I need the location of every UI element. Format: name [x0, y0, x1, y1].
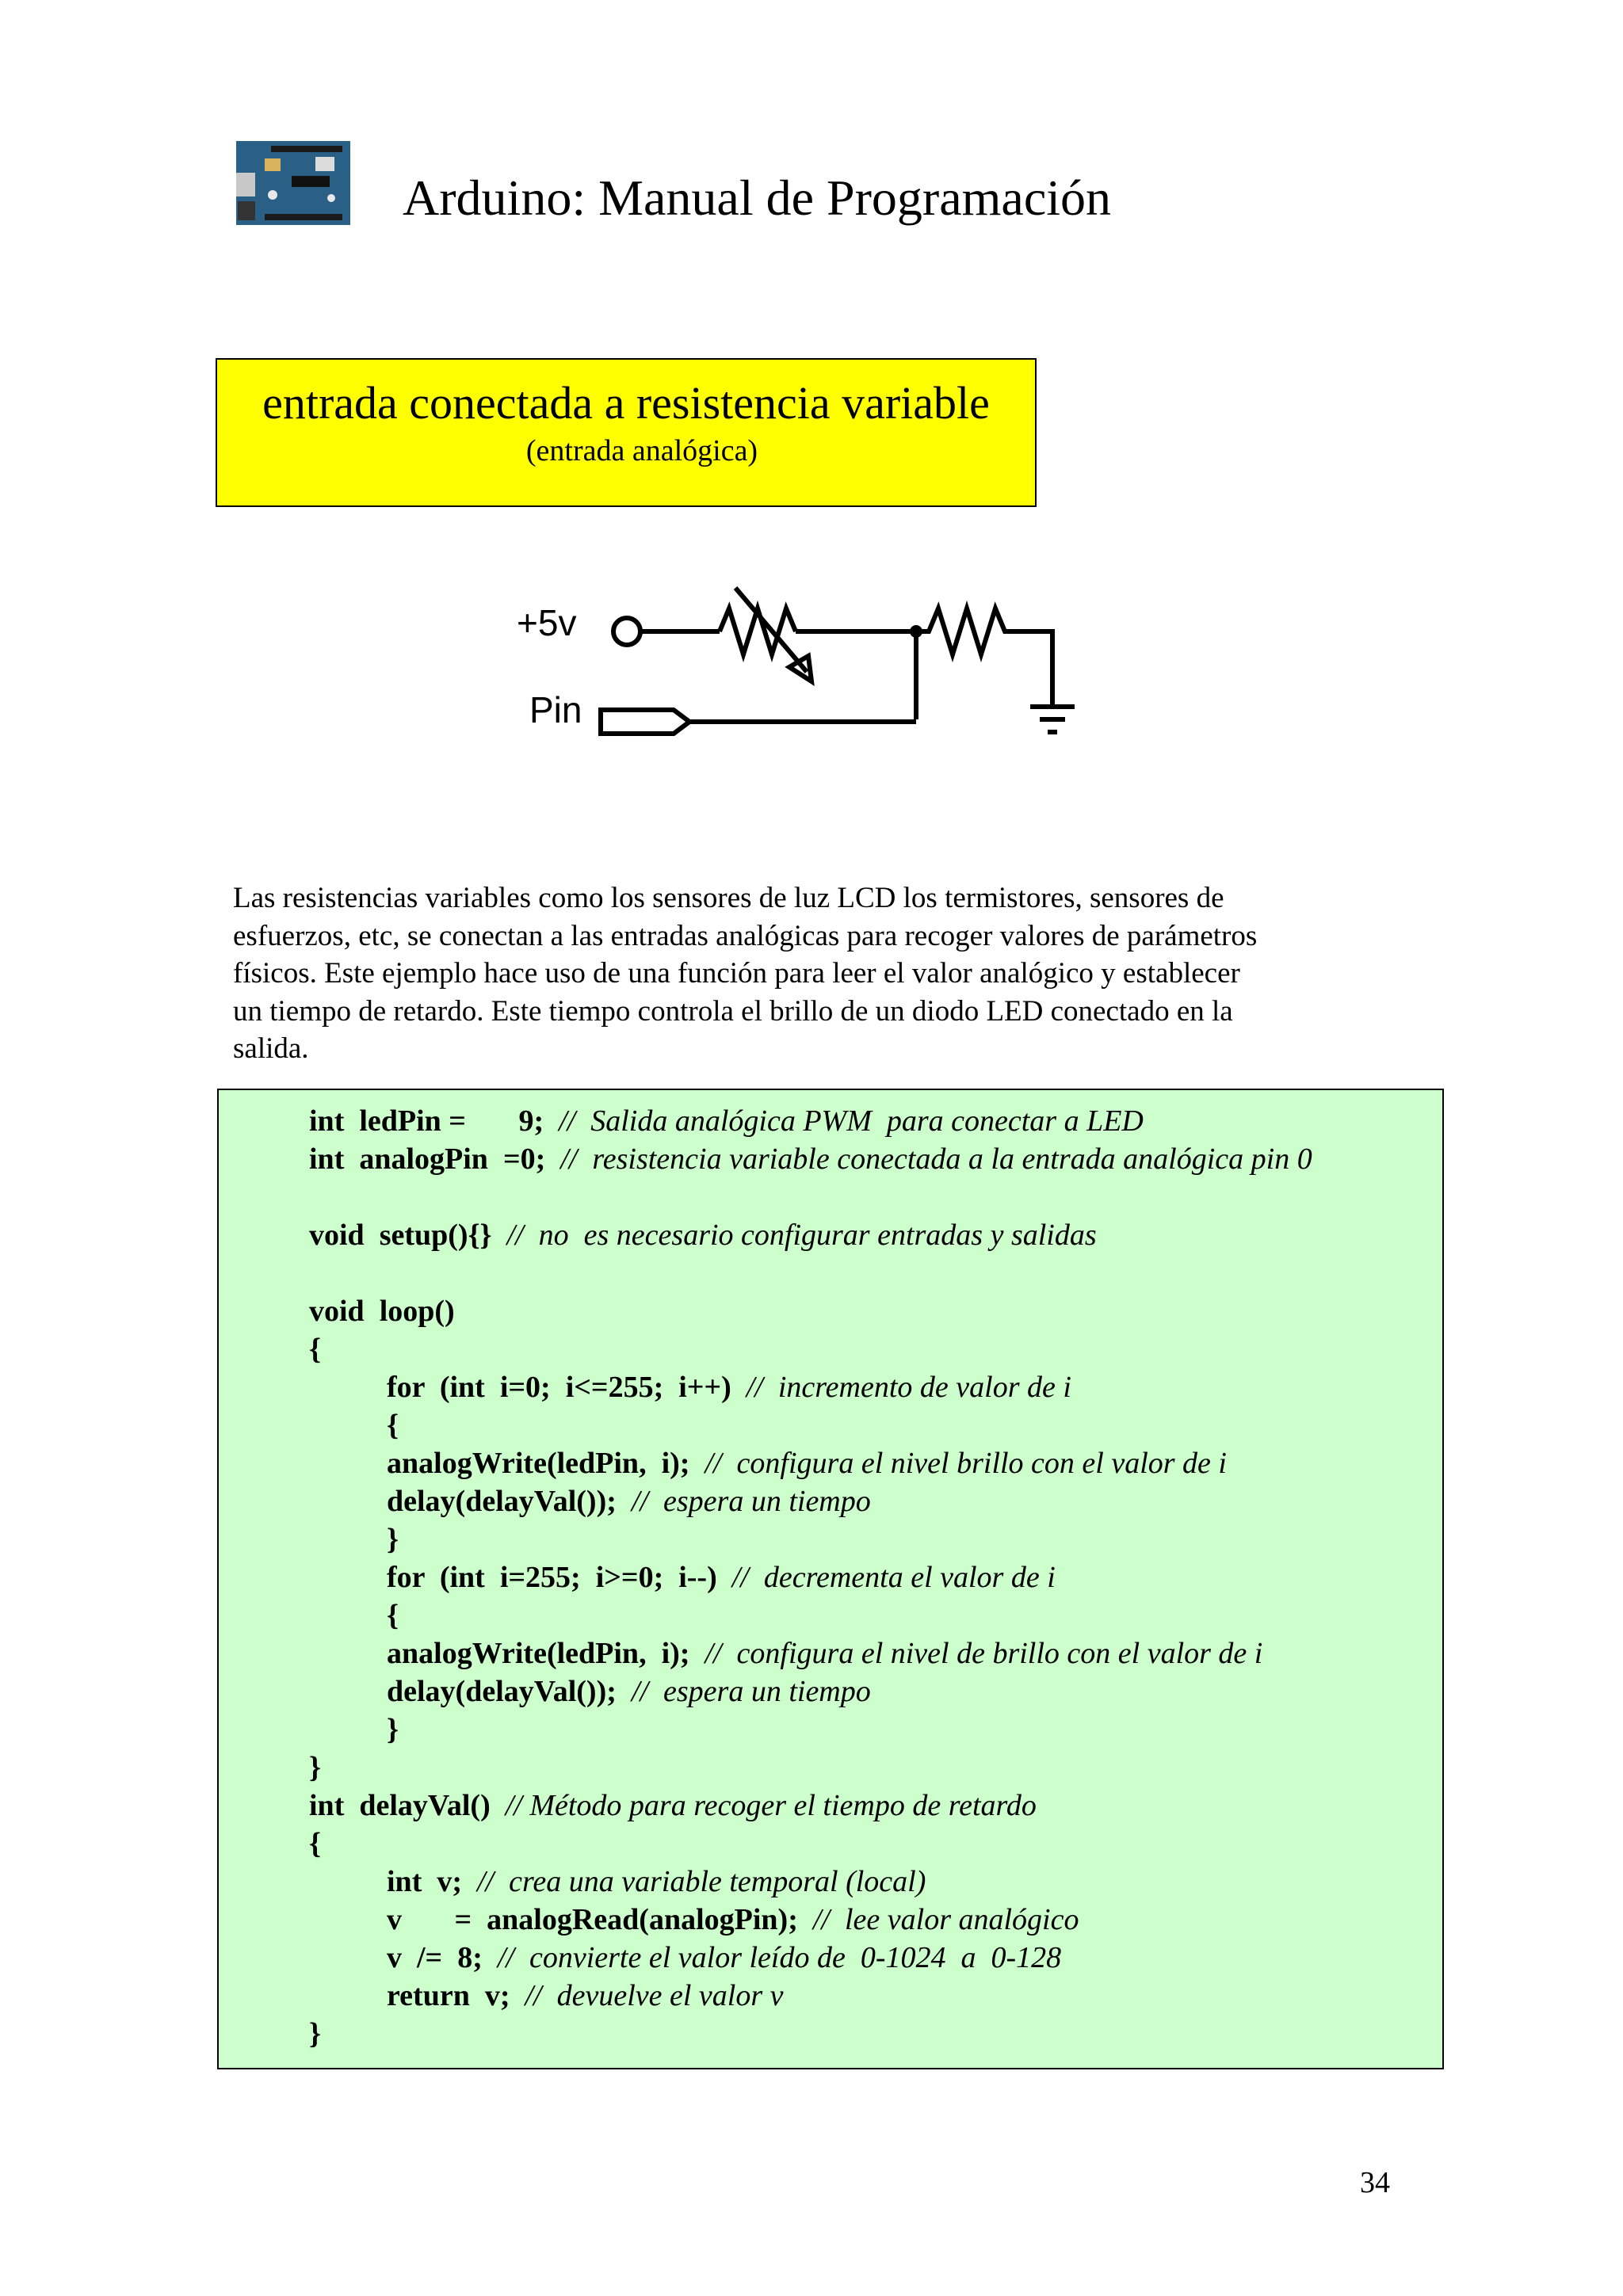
code-statement: for (int i=255; i>=0; i--)	[387, 1561, 717, 1594]
code-line	[387, 1524, 399, 1554]
junction-dot	[910, 625, 922, 638]
code-comment: // decrementa el valor de i	[731, 1561, 1056, 1594]
code-comment: // espera un tiempo	[631, 1675, 871, 1708]
code-line	[309, 1791, 1037, 1821]
wiper-arrow-head	[789, 656, 812, 681]
code-statement: analogWrite(ledPin, i);	[387, 1447, 690, 1480]
code-comment: // crea una variable temporal (local)	[477, 1865, 926, 1898]
intro-paragraph	[233, 879, 1422, 1068]
arduino-board-icon	[236, 141, 350, 225]
section-subtitle: (entrada analógica)	[525, 434, 758, 467]
code-statement: void loop()	[309, 1295, 455, 1328]
code-statement: delay(delayVal());	[387, 1675, 617, 1708]
intro-line: físicos. Este ejemplo hace uso de una función para leer el valor analógico y establecer	[233, 957, 1240, 990]
code-statement: int delayVal()	[309, 1789, 491, 1822]
pin-label: Pin	[529, 689, 582, 730]
code-line	[387, 1562, 1056, 1592]
code-statement: delay(delayVal());	[387, 1485, 617, 1518]
intro-line: esfuerzos, etc, se conectan a las entradas analógicas para recoger valores de parámetros	[233, 919, 1258, 952]
code-statement: {	[387, 1409, 399, 1442]
pin-terminal	[601, 710, 689, 734]
intro-line: Las resistencias variables como los sensores de luz LCD los termistores, sensores de	[233, 882, 1224, 914]
code-comment: // configura el nivel de brillo con el valor de i	[705, 1637, 1263, 1670]
code-statement: {	[309, 1333, 321, 1366]
code-line	[387, 1410, 399, 1440]
code-comment: // lee valor analógico	[812, 1903, 1079, 1936]
supply-label: +5v	[517, 602, 577, 643]
code-statement: }	[309, 1751, 321, 1784]
code-statement: return v;	[387, 1979, 510, 2012]
intro-line: salida.	[233, 1032, 309, 1065]
code-line	[309, 1220, 1097, 1250]
code-comment: // Salida analógica PWM para conectar a LED	[559, 1104, 1144, 1138]
code-statement: void setup(){}	[309, 1219, 492, 1252]
code-statement: }	[309, 2017, 321, 2050]
code-statement: }	[387, 1523, 399, 1556]
code-line	[387, 1638, 1262, 1669]
code-comment: // incremento de valor de i	[746, 1371, 1071, 1404]
code-comment: // espera un tiempo	[631, 1485, 871, 1518]
code-line	[387, 1943, 1061, 1973]
code-line	[309, 1296, 455, 1326]
ground-symbol	[1030, 707, 1075, 732]
code-comment: // Método para recoger el tiempo de retardo	[505, 1789, 1037, 1822]
middle-wire	[796, 631, 916, 719]
code-statement: {	[309, 1827, 321, 1860]
code-line	[309, 2019, 321, 2049]
code-line	[387, 1676, 871, 1707]
code-comment: // devuelve el valor v	[525, 1979, 784, 2012]
code-line	[387, 1714, 399, 1745]
section-title-box	[216, 358, 1037, 507]
code-statement: int ledPin = 9;	[309, 1104, 544, 1138]
code-comment: // resistencia variable conectada a la entrada analógica pin 0	[560, 1142, 1312, 1176]
code-line	[387, 1486, 871, 1516]
code-statement: int analogPin =0;	[309, 1142, 546, 1176]
supply-terminal	[613, 618, 640, 645]
code-line	[309, 1334, 321, 1364]
page-number: 34	[1360, 2166, 1390, 2199]
code-statement: int v;	[387, 1865, 462, 1898]
code-comment: // configura el nivel brillo con el valor de i	[705, 1447, 1227, 1480]
document-header-title: Arduino: Manual de Programación	[403, 170, 1111, 226]
intro-line: un tiempo de retardo. Este tiempo controla el brillo de un diodo LED conectado en la	[233, 994, 1233, 1028]
code-line	[309, 1144, 1312, 1174]
code-line	[387, 1372, 1071, 1402]
code-statement: {	[387, 1599, 399, 1632]
code-line	[387, 1448, 1227, 1478]
code-listing	[217, 1089, 1444, 2069]
code-statement: v = analogRead(analogPin);	[387, 1903, 798, 1936]
code-line	[387, 1867, 926, 1897]
code-comment: // no es necesario configurar entradas y salidas	[506, 1219, 1097, 1252]
code-line	[387, 1981, 784, 2011]
code-line	[387, 1600, 399, 1630]
code-statement: v /= 8;	[387, 1941, 483, 1974]
code-line	[309, 1753, 321, 1783]
code-line	[309, 1106, 1144, 1136]
circuit-schematic	[507, 578, 1125, 776]
code-line	[387, 1905, 1079, 1935]
code-statement: for (int i=0; i<=255; i++)	[387, 1371, 731, 1404]
section-title: entrada conectada a resistencia variable	[262, 377, 990, 429]
resistor-symbol	[916, 608, 1052, 707]
code-statement: }	[387, 1713, 399, 1746]
code-comment: // convierte el valor leído de 0-1024 a 0-128	[497, 1941, 1062, 1974]
code-line	[309, 1829, 321, 1859]
code-statement: analogWrite(ledPin, i);	[387, 1637, 690, 1670]
